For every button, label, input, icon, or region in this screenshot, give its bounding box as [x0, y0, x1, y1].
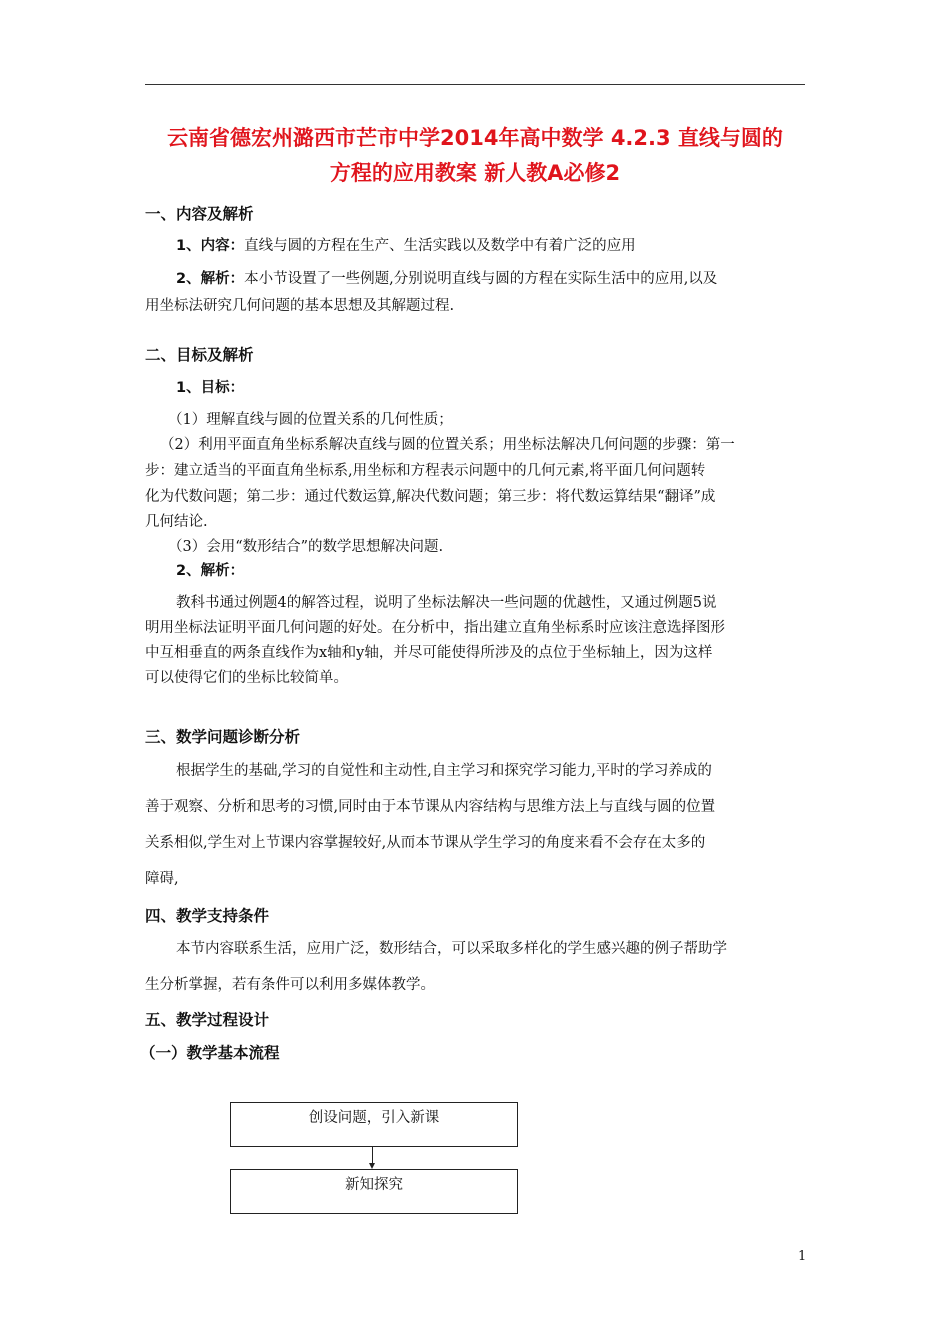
section-2-heading: 二、目标及解析 — [145, 346, 254, 364]
diagnosis-line-2: 善于观察、分析和思考的习惯,同时由于本节课从内容结构与思维方法上与直线与圆的位置 — [145, 799, 716, 815]
goal-1: （1）理解直线与圆的位置关系的几何性质； — [168, 412, 453, 428]
analysis-item — [176, 267, 717, 288]
goal-2-line-3: 化为代数问题；第二步：通过代数运算,解决代数问题；第三步：将代数运算结果“翻译”成 — [145, 489, 716, 505]
goal-2-line-4: 几何结论. — [145, 514, 208, 530]
flow-arrow-line — [372, 1147, 373, 1164]
header-rule — [145, 84, 805, 85]
section-4-heading: 四、教学支持条件 — [145, 907, 270, 925]
doc-title-line-2: 方程的应用教案 新人教A必修2 — [329, 161, 621, 185]
content-label: 1、内容： — [176, 238, 245, 254]
goal-3: （3）会用“数形结合”的数学思想解决问题. — [168, 539, 444, 555]
goal-label: 1、目标： — [176, 380, 245, 396]
analysis-2-label: 2、解析： — [176, 563, 245, 579]
diagnosis-line-3: 关系相似,学生对上节课内容掌握较好,从而本节课从学生学习的角度来看不会存在太多的 — [145, 835, 706, 851]
section-3-heading: 三、数学问题诊断分析 — [145, 728, 301, 746]
content-text: 直线与圆的方程在生产、生活实践以及数学中有着广泛的应用 — [244, 238, 636, 254]
analysis-2-line-1: 教科书通过例题4的解答过程，说明了坐标法解决一些问题的优越性，又通过例题5说 — [176, 595, 717, 611]
analysis-label: 2、解析： — [176, 271, 245, 287]
analysis-text-line-1: 本小节设置了一些例题,分别说明直线与圆的方程在实际生活中的应用,以及 — [244, 271, 718, 287]
page-number: 1 — [798, 1249, 807, 1264]
analysis-text-line-2: 用坐标法研究几何问题的基本思想及其解题过程. — [145, 298, 455, 314]
section-5-heading: 五、教学过程设计 — [145, 1011, 270, 1029]
section-1-heading: 一、内容及解析 — [145, 205, 254, 223]
doc-title-line-1: 云南省德宏州潞西市芒市中学2014年高中数学 4.2.3 直线与圆的 — [167, 126, 783, 150]
diagnosis-line-1: 根据学生的基础,学习的自觉性和主动性,自主学习和探究学习能力,平时的学习养成的 — [176, 763, 712, 779]
subsection-heading: （一）教学基本流程 — [140, 1044, 280, 1062]
goal-2-line-2: 步：建立适当的平面直角坐标系,用坐标和方程表示问题中的几何元素,将平面几何问题转 — [145, 463, 706, 479]
support-line-2: 生分析掌握，若有条件可以利用多媒体教学。 — [145, 977, 435, 993]
flow-box-explore: 新知探究 — [230, 1169, 518, 1214]
analysis-2-line-3: 中互相垂直的两条直线作为x轴和y轴，并尽可能使得所涉及的点位于坐标轴上，因为这样 — [145, 645, 713, 661]
flow-box-create-problem: 创设问题，引入新课 — [230, 1102, 518, 1147]
diagnosis-line-4: 障碍, — [145, 871, 179, 887]
analysis-2-line-2: 明用坐标法证明平面几何问题的好处。在分析中，指出建立直角坐标系时应该注意选择图形 — [145, 620, 725, 636]
goal-2-line-1: （2）利用平面直角坐标系解决直线与圆的位置关系；用坐标法解决几何问题的步骤：第一 — [160, 437, 735, 453]
support-line-1: 本节内容联系生活，应用广泛，数形结合，可以采取多样化的学生感兴趣的例子帮助学 — [176, 941, 727, 957]
analysis-2-line-4: 可以使得它们的坐标比较简单。 — [145, 670, 348, 686]
content-item — [176, 234, 636, 255]
